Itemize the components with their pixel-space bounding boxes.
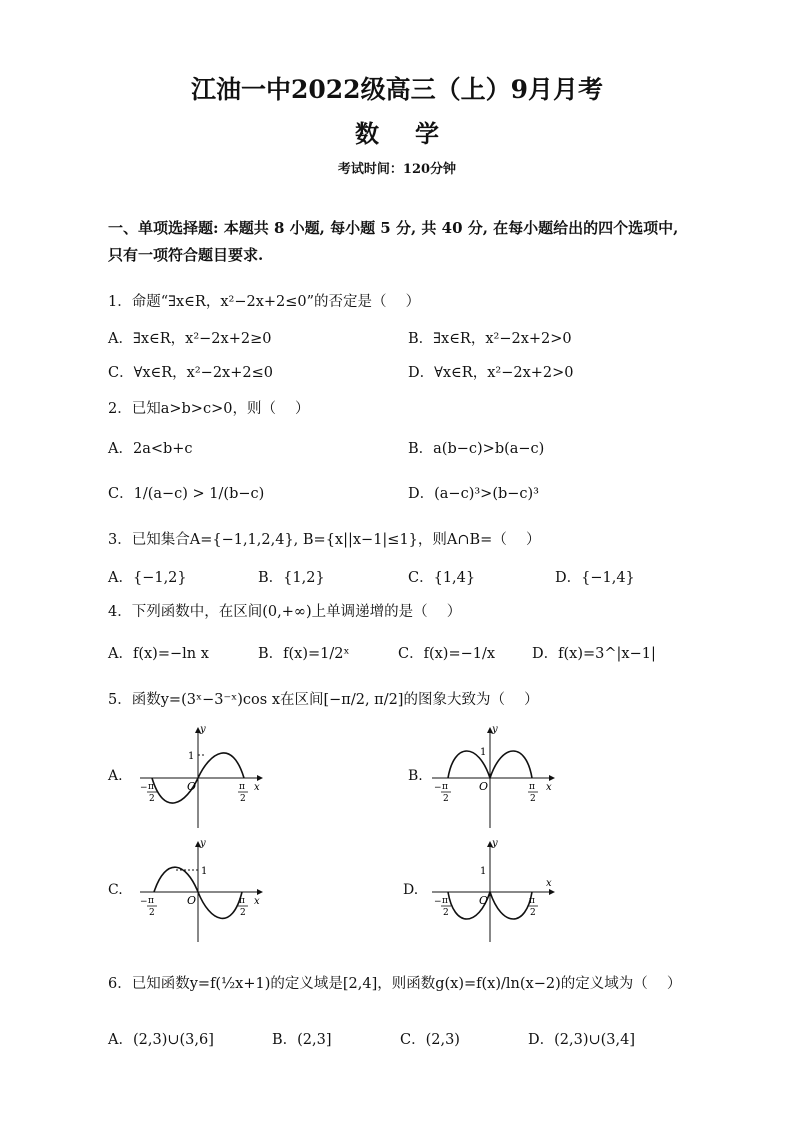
tick-one-label: 1 (201, 866, 208, 877)
origin-label: O (187, 894, 197, 907)
minus-label: − (434, 783, 442, 793)
question-2-stem: 2．已知a>b>c>0，则（ ） (108, 401, 310, 417)
q1-option-b: B．∃x∈R，x²−2x+2>0 (408, 331, 572, 347)
two-label: 2 (149, 908, 155, 918)
two-label: 2 (443, 794, 449, 804)
axis-y-label: y (200, 724, 206, 735)
q4-option-d: D．f(x)=3^|x−1| (532, 646, 656, 662)
tick-one-label: 1 (480, 747, 487, 758)
q6-option-c: C．(2,3) (400, 1032, 460, 1048)
q5-option-d-label: D. (403, 882, 419, 898)
origin-label: O (479, 894, 489, 907)
axis-x-label: x (546, 878, 552, 889)
q2-option-b: B．a(b−c)>b(a−c) (408, 441, 545, 457)
q2-option-c: C．1/(a−c) > 1/(b−c) (108, 486, 265, 502)
pi-label: π (148, 782, 154, 792)
pi-label: π (239, 782, 245, 792)
question-1-stem: 1．命题“∃x∈R，x²−2x+2≤0”的否定是（ ） (108, 294, 421, 310)
two-label: 2 (240, 908, 246, 918)
q1-option-c: C．∀x∈R，x²−2x+2≤0 (108, 365, 273, 381)
two-label: 2 (149, 794, 155, 804)
two-label: 2 (443, 908, 449, 918)
exam-title: 江油一中2022级高三（上）9月月考 (191, 75, 603, 104)
q5-graph-d (428, 836, 560, 946)
q2-option-a: A．2a<b+c (108, 441, 193, 457)
q5-graph-c (136, 836, 268, 946)
origin-label: O (187, 780, 197, 793)
question-4-stem: 4．下列函数中，在区间(0,+∞)上单调递增的是（ ） (108, 604, 462, 620)
q5-graph-b (428, 722, 560, 832)
q3-option-a: A．{−1,2} (108, 570, 187, 586)
pi-label: π (442, 896, 448, 906)
pi-label: π (239, 896, 245, 906)
subject-title: 数学 (355, 119, 475, 148)
axis-x-label: x (254, 896, 260, 907)
q4-option-b: B．f(x)=1/2ˣ (258, 646, 350, 662)
q5-option-c-label: C. (108, 882, 123, 898)
axis-x-label: x (546, 782, 552, 793)
pi-label: π (148, 896, 154, 906)
q5-graph-a (136, 722, 268, 832)
q5-option-a-label: A. (108, 768, 123, 784)
two-label: 2 (240, 794, 246, 804)
pi-label: π (442, 782, 448, 792)
pi-label: π (529, 896, 535, 906)
q6-option-a: A．(2,3)∪(3,6] (108, 1032, 214, 1048)
question-5-stem: 5．函数y=(3ˣ−3⁻ˣ)cos x在区间[−π/2, π/2]的图象大致为（ ） (108, 692, 539, 708)
exam-time: 考试时间：120分钟 (337, 162, 457, 177)
q3-option-b: B．{1,2} (258, 570, 325, 586)
axis-x-label: x (254, 782, 260, 793)
q5-option-b-label: B. (408, 768, 423, 784)
minus-label: − (140, 783, 148, 793)
q4-option-a: A．f(x)=−ln x (108, 646, 209, 662)
question-6-stem: 6．已知函数y=f(½x+1)的定义域是[2,4]，则函数g(x)=f(x)/ln(x−2)的定义域为（ ） (108, 976, 682, 992)
q6-option-b: B．(2,3] (272, 1032, 332, 1048)
minus-label: − (140, 897, 148, 907)
q4-option-c: C．f(x)=−1/x (398, 646, 496, 662)
tick-one-label: 1 (188, 751, 195, 762)
q1-option-a: A．∃x∈R，x²−2x+2≥0 (108, 331, 272, 347)
q2-option-d: D．(a−c)³>(b−c)³ (408, 486, 539, 502)
axis-y-label: y (492, 838, 498, 849)
pi-label: π (529, 782, 535, 792)
two-label: 2 (530, 794, 536, 804)
q6-option-d: D．(2,3)∪(3,4] (528, 1032, 636, 1048)
q3-option-c: C．{1,4} (408, 570, 476, 586)
tick-one-label: 1 (480, 866, 487, 877)
axis-y-label: y (200, 838, 206, 849)
question-3-stem: 3．已知集合A={−1,1,2,4}, B={x||x−1|≤1}，则A∩B=（ ） (108, 532, 541, 548)
minus-label: − (434, 897, 442, 907)
axis-y-label: y (492, 724, 498, 735)
origin-label: O (479, 780, 489, 793)
q1-option-d: D．∀x∈R，x²−2x+2>0 (408, 365, 574, 381)
q3-option-d: D．{−1,4} (555, 570, 635, 586)
two-label: 2 (530, 908, 536, 918)
section-heading: 一、单项选择题: 本题共 8 小题, 每小题 5 分, 共 40 分, 在每小题给出的四个选项中, 只有一项符合题目要求. (108, 219, 679, 264)
